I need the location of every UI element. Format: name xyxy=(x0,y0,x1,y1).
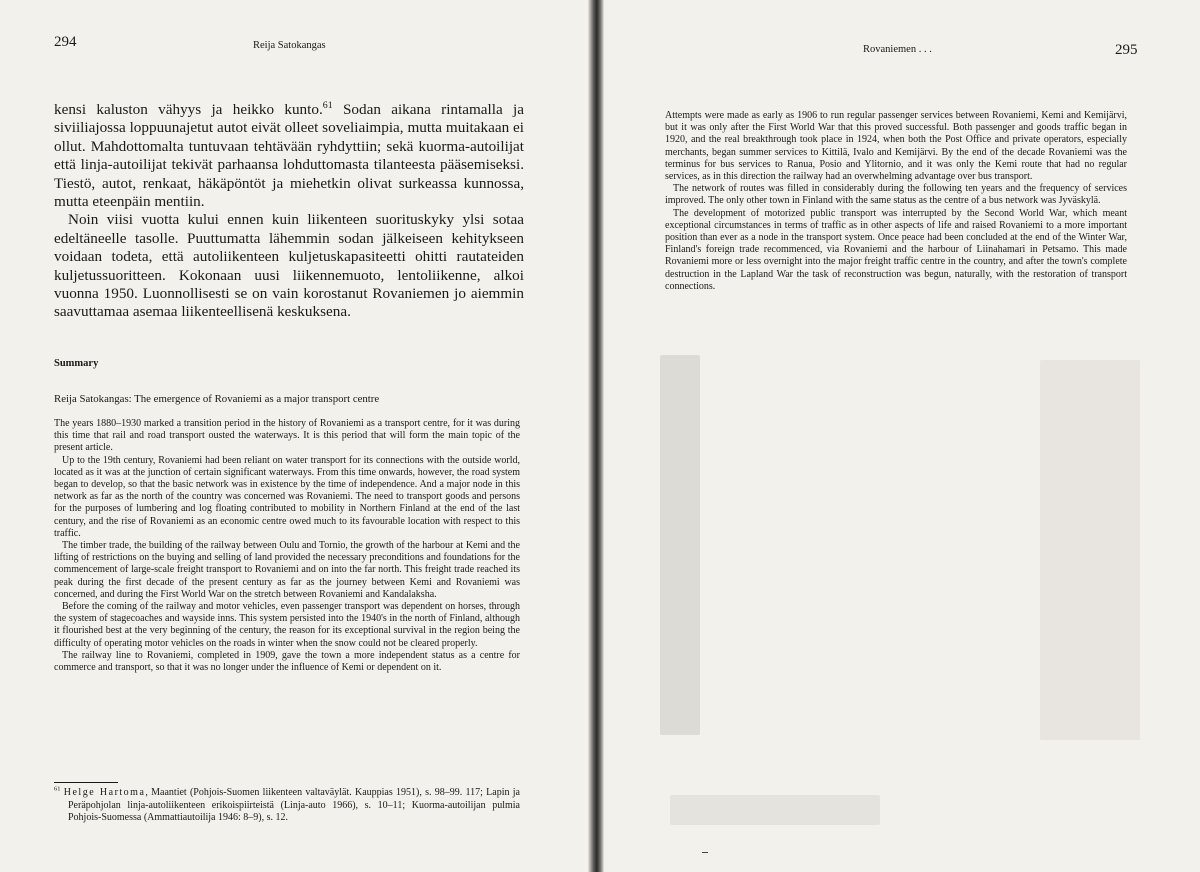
summary-heading: Summary xyxy=(54,358,99,369)
book-gutter xyxy=(588,0,604,872)
summary-paragraph: The network of routes was filled in considerably during the following ten years and the frequency of services improved. The only other town in Finland with the same status as the centre of a bus network was Jyväskylä. xyxy=(665,183,1127,207)
summary-paragraph: The development of motorized public transport was interrupted by the Second World War, which meant exceptional circumstances in terms of traffic as in other aspects of life and raised Rovaniemi to a more important position than ever as a node in the transport system. Once peace had been concluded at the end of the Winter War, Finland's foreign trade recommenced, via Rovaniemi and the harbour of Liinahamari in Petsamo. This made Rovaniemi more or less overnight into the major freight traffic centre in the country, and after the town's complete destruction in the Lapland War the task of reconstruction was begun, naturally, with the restoration of transport connections. xyxy=(665,207,1127,292)
page-mark xyxy=(702,852,708,853)
summary-title: Reija Satokangas: The emergence of Rovaniemi as a major transport centre xyxy=(54,393,380,405)
footnote xyxy=(54,787,520,825)
footnote-author: Helge Hartoma xyxy=(63,787,146,798)
finnish-paragraph-1: kensi kaluston vähyys ja heikko kunto.$^{61}$ Sodan aikana rintamalla ja siviiliajossa loppuunajetut autot eivät olleet soveliaimpia, mutta muitakaan ei ollut. Mahdottomalta tuntuvaan tehtävään ryhdyttiin; sekä kuorma-autoilijat että linja-autoilijat tekivät parhaansa lohduttomasta tilanteesta pääsemiseksi. Tiestö, autot, renkaat, häkäpöntöt ja miehetkin olivat surkeassa kunnossa, mutta eteenpäin mentiin. xyxy=(54,99,524,211)
finnish-paragraph-2: Noin viisi vuotta kului ennen kuin liikenteen suorituskyky ylsi sotaa edeltäneelle tasolle. Puuttumatta lähemmin sodan jälkeiseen kehitykseen voidaan todeta, että autoliikenteen kuljetuskapasiteetti ohitti rautateiden kuljetussuoritteen. Kokonaan uusi liikennemuoto, lentoliikenne, alkoi vuonna 1950. Luonnollisesti se on vain korostanut Rovaniemen jo aiemmin saavuttamaa asemaa liikenteellisenä keskuksena. xyxy=(54,211,524,321)
page-number-right: 295 xyxy=(1115,42,1138,58)
summary-paragraph: The timber trade, the building of the railway between Oulu and Tornio, the growth of the harbour at Kemi and the lifting of restrictions on the buying and selling of land provided the necessary preconditions and foundations for the commencement of large-scale freight transport to Rovaniemi and on into the far north. This freight trade reached its peak during the first decade of the present century as far as the journey between Kemi and Rovaniemi was concerned, and during the First World War on the stretch between Rovaniemi and Kandalaksha. xyxy=(54,540,520,600)
running-head-right: Rovaniemen . . . xyxy=(863,44,932,55)
summary-paragraph: The years 1880–1930 marked a transition period in the history of Rovaniemi as a transport centre, for it was during this time that rail and road transport ousted the waterways. It is this period that will form the main topic of the present article. xyxy=(54,418,520,454)
show-through-shadow xyxy=(1040,360,1140,740)
running-head-left: Reija Satokangas xyxy=(253,40,326,51)
footnote-reference: 61 xyxy=(322,99,333,111)
footnote-text: , Maantiet (Pohjois-Suomen liikenteen valtaväylät. Kauppias 1951), s. 98–99. 117; Lapin ja Peräpohjolan linja-autoliikenteen erikoispiirteistä (Linja-auto 1966), s. 10–11; Kuorma-autoilijan pulmia Pohjois-Suomessa (Ammattiautoilija 1946: 8–9), s. 12. xyxy=(68,787,520,824)
summary-body-text xyxy=(54,418,520,674)
right-page xyxy=(600,0,1200,872)
summary-continued-text xyxy=(665,110,1127,293)
show-through-shadow xyxy=(660,355,700,735)
footnote-divider xyxy=(54,782,118,783)
finnish-body-text xyxy=(54,101,524,322)
summary-paragraph: The railway line to Rovaniemi, completed in 1909, gave the town a more independent status as a centre for commerce and transport, so that it was no longer under the influence of Kemi or dependent on it. xyxy=(54,649,520,674)
left-page xyxy=(0,0,592,872)
page-number-left: 294 xyxy=(54,34,77,50)
summary-paragraph: Before the coming of the railway and motor vehicles, even passenger transport was dependent on horses, through the system of stagecoaches and wayside inns. This system persisted into the 1940's in the north of Finland, although it flourished best at the very beginning of the century, the reason for its exceptional survival in the region being the difficulty of operating motor vehicles on the roads in winter when the snow could not be cleared properly. xyxy=(54,601,520,649)
summary-paragraph: Attempts were made as early as 1906 to run regular passenger services between Rovaniemi, Kemi and Kemijärvi, but it was only after the First World War that this proved successful. Both passenger and goods traffic began in 1920, and the real breakthrough took place in 1924, when both the Post Office and private operators, especially merchants, began summer services to Kittilä, Ivalo and Kemijärvi. By the end of the decade Rovaniemi was the terminus for bus services to Ranua, Posio and Ylitornio, and it was only the Kemi route that had no regular services, as in this direction the railway had an overwhelming advantage over bus transport. xyxy=(665,110,1127,183)
footnote-number: 61 xyxy=(54,785,61,793)
show-through-shadow xyxy=(670,795,880,825)
summary-paragraph: Up to the 19th century, Rovaniemi had been reliant on water transport for its connections with the outside world, located as it was at the junction of certain significant waterways. From this time onwards, however, the road system began to develop, so that the basic network was in existence by the time of independence. And a major node in this network as far as the north of the country was concerned was Rovaniemi. The need to transport goods and persons for the purposes of lumbering and log floating contributed to mobility in Northern Finland at the end of the last century, and the rise of Rovaniemi as an economic centre owed much to its favourable location with respect to this traffic. xyxy=(54,454,520,539)
